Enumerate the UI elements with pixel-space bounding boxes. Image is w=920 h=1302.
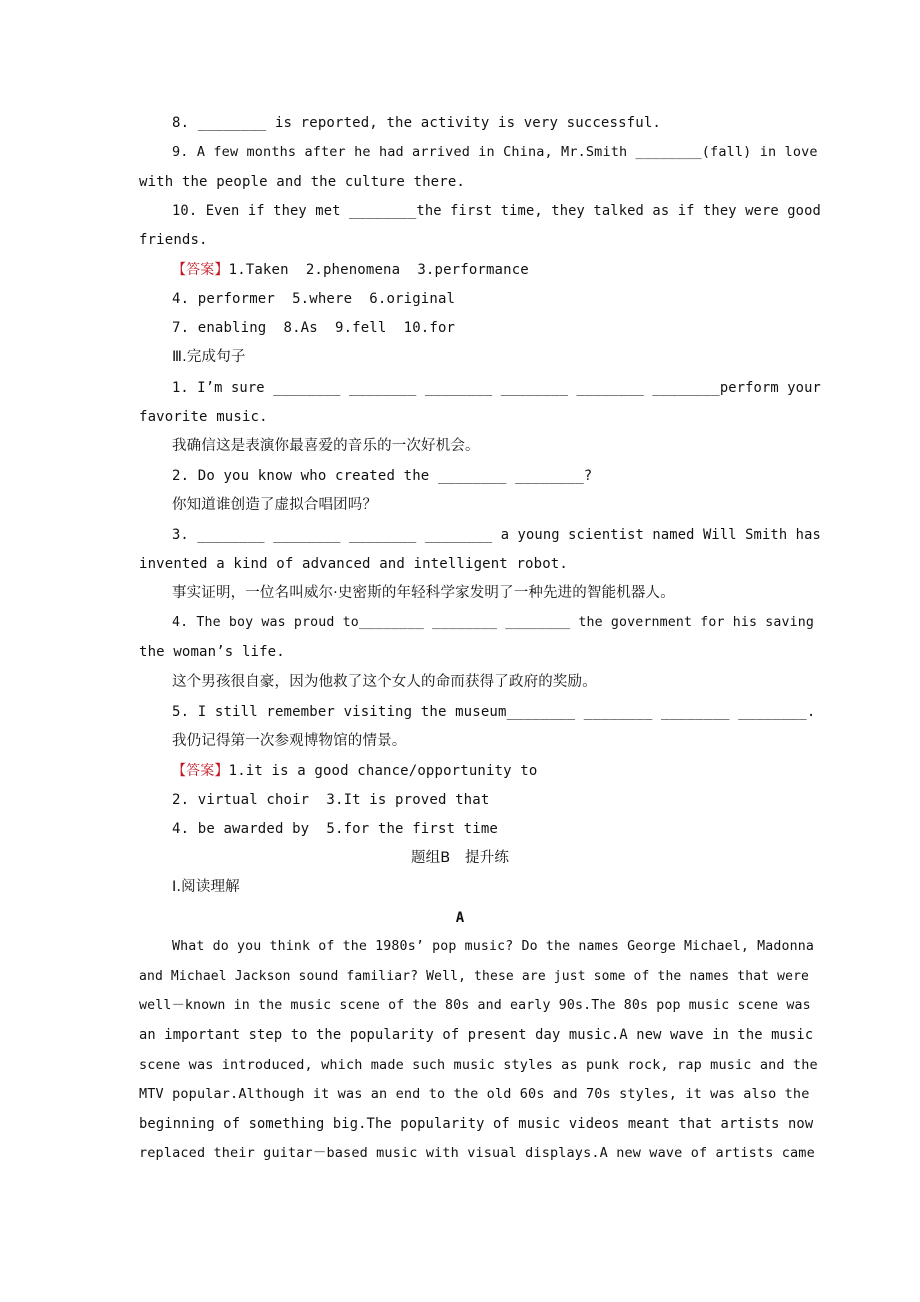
exercise-item-10: 10. Even if they met ________the first time, they talked as if they were good	[172, 203, 821, 219]
passage-line: MTV popular.Although it was an end to the old 60s and 70s styles, it was also the	[139, 1086, 810, 1102]
sentence-item-3-translation: 事实证明，一位名叫威尔·史密斯的年轻科学家发明了一种先进的智能机器人。	[172, 585, 675, 601]
exercise-item-10-cont: friends.	[139, 232, 208, 248]
passage-line: scene was introduced, which made such music styles as punk rock, rap music and the	[139, 1057, 818, 1073]
sentence-item-2-translation: 你知道谁创造了虚拟合唱团吗？	[172, 497, 378, 513]
passage-line: well－known in the music scene of the 80s and early 90s.The 80s pop music scene was	[139, 998, 811, 1013]
sentence-item-1-translation: 我确信这是表演你最喜爱的音乐的一次好机会。	[172, 438, 480, 454]
sentence-item-5: 5. I still remember visiting the museum________ ________ ________ ________.	[172, 704, 816, 720]
sentence-item-2: 2. Do you know who created the ________ ________?	[172, 468, 593, 484]
sentence-item-3-cont: invented a kind of advanced and intelligent robot.	[139, 556, 568, 572]
exercise-item-9: 9. A few months after he had arrived in China, Mr.Smith ________(fall) in love	[172, 144, 818, 160]
exercise-item-9-cont: with the people and the culture there.	[139, 174, 465, 190]
answer-line: 4. performer 5.where 6.original	[172, 291, 456, 307]
passage-line: an important step to the popularity of present day music.A new wave in the music	[139, 1027, 814, 1043]
answer-tag: 【答案】	[172, 262, 229, 278]
answer-text: 1.Taken 2.phenomena 3.performance	[228, 262, 529, 278]
answer-block-1	[172, 260, 822, 280]
sentence-item-3: 3. ________ ________ ________ ________ a young scientist named Will Smith has	[172, 527, 821, 543]
answer-line: 7. enabling 8.As 9.fell 10.for	[172, 320, 456, 336]
answer-line: 2. virtual choir 3.It is proved that	[172, 792, 490, 808]
passage-line: and Michael Jackson sound familiar? Well, these are just some of the names that were	[139, 969, 810, 984]
sentence-item-4: 4. The boy was proud to________ ________ ________ the government for his saving	[172, 615, 815, 630]
answer-text: 1.it is a good chance/opportunity to	[228, 763, 538, 779]
passage-label: A	[455, 910, 465, 926]
sentence-item-4-cont: the woman’s life.	[139, 644, 285, 660]
sentence-item-4-translation: 这个男孩很自豪，因为他救了这个女人的命而获得了政府的奖励。	[172, 674, 597, 690]
sentence-item-5-translation: 我仍记得第一次参观博物馆的情景。	[172, 733, 407, 749]
section-heading-complete-sentences: Ⅲ.完成句子	[172, 349, 246, 365]
group-b-heading: 题组B 提升练	[411, 850, 509, 866]
sentence-item-1-cont: favorite music.	[139, 409, 268, 425]
answer-block-2	[172, 761, 822, 781]
answer-tag: 【答案】	[172, 763, 229, 779]
section-heading-reading: Ⅰ.阅读理解	[172, 879, 240, 895]
sentence-item-1: 1. I’m sure ________ ________ ________ ________ ________ ________perform your	[172, 380, 821, 396]
passage-line: replaced their guitar－based music with visual displays.A new wave of artists came	[139, 1145, 815, 1161]
answer-line: 4. be awarded by 5.for the first time	[172, 821, 498, 837]
exercise-item-8: 8. ________ is reported, the activity is very successful.	[172, 115, 661, 131]
passage-line: What do you think of the 1980s’ pop music? Do the names George Michael, Madonna	[172, 939, 815, 954]
passage-line: beginning of something big.The popularity of music videos meant that artists now	[139, 1116, 814, 1132]
